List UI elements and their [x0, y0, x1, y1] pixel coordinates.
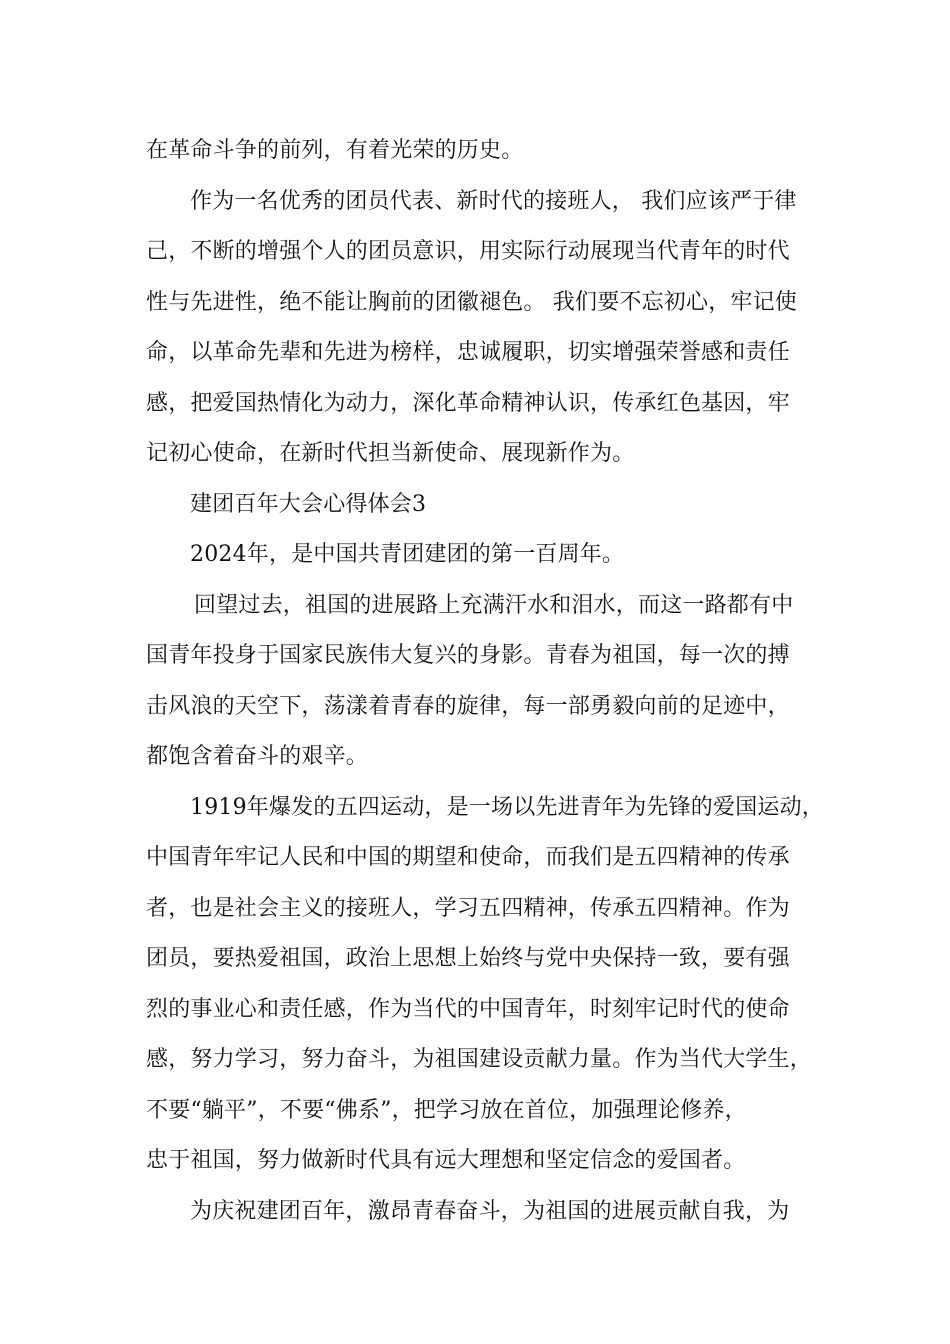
text-line: 记初心使命，在新时代担当新使命、展现新作为。	[146, 441, 635, 466]
paragraph-first-line: 2024年，是中国共青团建团的第一百周年。	[190, 542, 625, 567]
paragraph-first-line: 作为一名优秀的团员代表、新时代的接班人， 我们应该严于律	[190, 188, 797, 214]
section-heading: 建团百年大会心得体会3	[190, 491, 427, 517]
text-line: 中国青年牢记人民和中国的期望和使命，而我们是五四精神的传承	[146, 845, 790, 870]
text-line: 国青年投身于国家民族伟大复兴的身影。青春为祖国，每一次的搏	[146, 643, 790, 668]
text-line: 忠于祖国，努力做新时代具有远大理想和坚定信念的爱国者。	[146, 1148, 746, 1173]
text-line: 性与先进性，绝不能让胸前的团徽褪色。 我们要不忘初心，牢记使	[146, 289, 797, 315]
text-line: 在革命斗争的前列，有着光荣的历史。	[146, 138, 524, 163]
text-line: 都饱含着奋斗的艰辛。	[146, 744, 369, 769]
text-line: 者，也是社会主义的接班人，学习五四精神，传承五四精神。作为	[146, 895, 790, 921]
text-line: 感，努力学习，努力奋斗，为祖国建设贡献力量。作为当代大学生，	[146, 1047, 813, 1072]
text-line: 己，不断的增强个人的团员意识，用实际行动展现当代青年的时代	[146, 239, 790, 264]
paragraph-first-line: 为庆祝建团百年，激昂青春奋斗，为祖国的进展贡献自我，为	[190, 1198, 790, 1224]
text-line: 击风浪的天空下，荡漾着青春的旋律，每一部勇毅向前的足迹中，	[146, 693, 790, 719]
text-line: 不要“躺平”，不要“佛系”，把学习放在首位，加强理论修养，	[146, 1097, 747, 1123]
text-line: 命，以革命先辈和先进为榜样，忠诚履职，切实增强荣誉感和责任	[146, 340, 790, 365]
paragraph-first-line: 回望过去，祖国的进展路上充满汗水和泪水，而这一路都有中	[194, 592, 794, 618]
paragraph-first-line: 1919年爆发的五四运动，是一场以先进青年为先锋的爱国运动，	[190, 794, 824, 820]
body-text	[146, 126, 824, 1237]
text-line: 烈的事业心和责任感，作为当代的中国青年，时刻牢记时代的使命	[146, 996, 790, 1022]
text-line: 感，把爱国热情化为动力，深化革命精神认识，传承红色基因，牢	[146, 390, 790, 416]
text-line: 团员，要热爱祖国，政治上思想上始终与党中央保持一致，要有强	[146, 946, 790, 971]
